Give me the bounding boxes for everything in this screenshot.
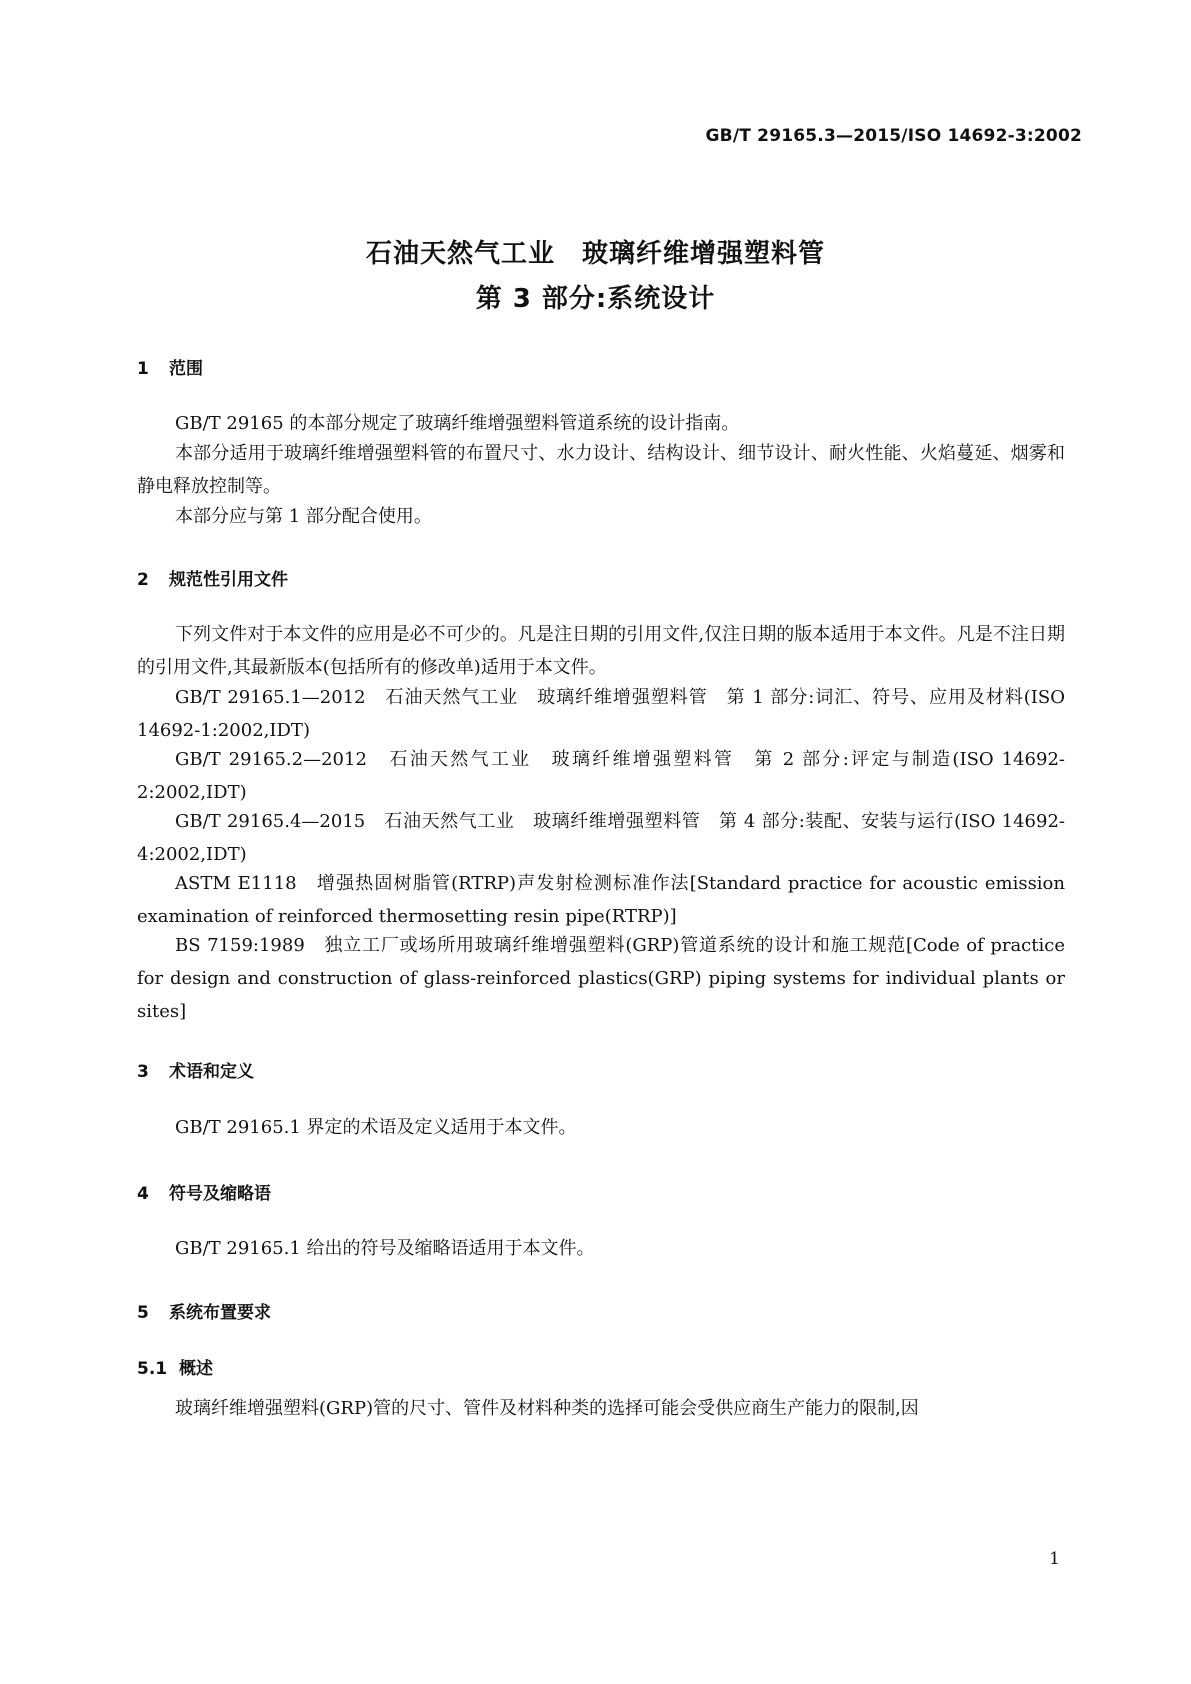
paragraph: 下列文件对于本文件的应用是必不可少的。凡是注日期的引用文件,仅注日期的版本适用于本文件。凡是不注日期的引用文件,其最新版本(包括所有的修改单)适用于本文件。	[137, 624, 1065, 678]
reference-entry: BS 7159:1989 独立工厂或场所用玻璃纤维增强塑料(GRP)管道系统的设计和施工规范[Code of practice for design and construction of glass-reinforced plastics(GRP) piping systems for individual plants or sites]	[137, 935, 1065, 1022]
section-number: 5.1	[137, 1359, 168, 1379]
paragraph: GB/T 29165.1 给出的符号及缩略语适用于本文件。	[175, 1238, 595, 1259]
section-title: 规范性引用文件	[169, 570, 288, 590]
reference-entry: ASTM E1118 增强热固树脂管(RTRP)声发射检测标准作法[Standard practice for acoustic emission examination of reinforced thermosetting resin pipe(RTRP)]	[137, 873, 1065, 927]
document-subtitle: 第 3 部分:系统设计	[475, 284, 716, 314]
section-number: 3	[137, 1062, 149, 1082]
section-heading-normative-references	[137, 565, 288, 590]
section-number: 1	[137, 359, 149, 379]
section-title: 系统布置要求	[169, 1303, 271, 1323]
page-number: 1	[1049, 1549, 1060, 1569]
section-title: 范围	[169, 359, 203, 379]
reference-entry: GB/T 29165.4—2015 石油天然气工业 玻璃纤维增强塑料管 第 4 部分:装配、安装与运行(ISO 14692-4:2002,IDT)	[137, 811, 1065, 865]
section-number: 4	[137, 1184, 149, 1204]
paragraph: GB/T 29165.1 界定的术语及定义适用于本文件。	[175, 1117, 577, 1138]
reference-entry: GB/T 29165.1—2012 石油天然气工业 玻璃纤维增强塑料管 第 1 部分:词汇、符号、应用及材料(ISO 14692-1:2002,IDT)	[137, 687, 1065, 741]
section-title: 概述	[179, 1359, 213, 1379]
document-title: 石油天然气工业 玻璃纤维增强塑料管	[365, 239, 825, 269]
paragraph: 本部分适用于玻璃纤维增强塑料管的布置尺寸、水力设计、结构设计、细节设计、耐火性能、火焰蔓延、烟雾和静电释放控制等。	[137, 443, 1065, 497]
section-title: 符号及缩略语	[169, 1184, 271, 1204]
section-number: 5	[137, 1303, 149, 1323]
paragraph: 本部分应与第 1 部分配合使用。	[175, 506, 432, 527]
section-title: 术语和定义	[169, 1062, 254, 1082]
section-heading-scope	[137, 354, 203, 379]
section-heading-layout	[137, 1298, 271, 1323]
paragraph: GB/T 29165 的本部分规定了玻璃纤维增强塑料管道系统的设计指南。	[175, 413, 740, 434]
section-number: 2	[137, 570, 149, 590]
subsection-heading-general	[137, 1354, 213, 1379]
section-heading-terms	[137, 1057, 254, 1082]
reference-entry: GB/T 29165.2—2012 石油天然气工业 玻璃纤维增强塑料管 第 2 部分:评定与制造(ISO 14692-2:2002,IDT)	[137, 749, 1065, 803]
section-heading-symbols	[137, 1179, 271, 1204]
paragraph: 玻璃纤维增强塑料(GRP)管的尺寸、管件及材料种类的选择可能会受供应商生产能力的限制,因	[175, 1398, 919, 1419]
standard-number-header: GB/T 29165.3—2015/ISO 14692-3:2002	[705, 126, 1082, 146]
